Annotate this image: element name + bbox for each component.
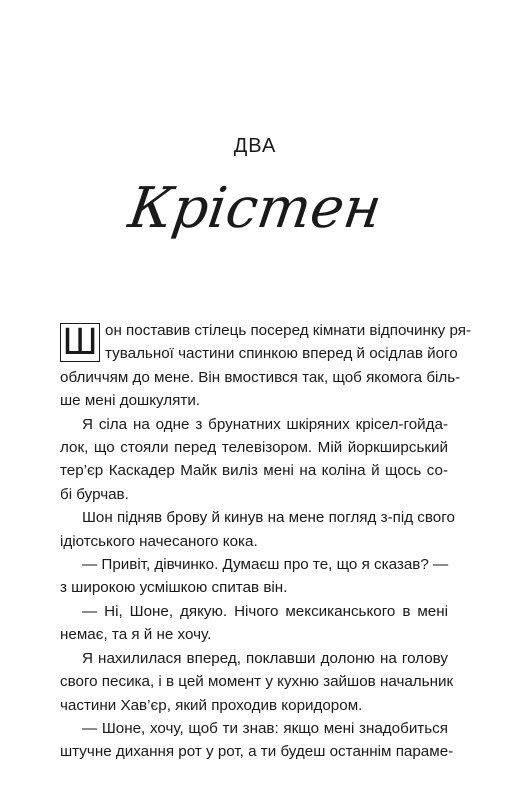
text-line: штучне дихання рот у рот, а ти будеш останнім параме- [60,743,454,761]
text-line: — Шоне, хочу, щоб ти знав: якщо мені знадобиться [82,719,448,737]
paragraph [60,600,448,647]
paragraph [60,647,454,717]
text-line: свого песика, і в цей момент у кухню зайшов начальник [60,673,454,691]
paragraph [60,413,448,507]
text-line: тер’єр Каскадер Майк виліз мені на коліна й щось со- [60,462,448,480]
text-line: бі бурчав. [60,485,129,503]
text-line: обличчям до мене. Він вмостився так, щоб якомога біль- [60,368,461,386]
text-line: Я нахилилася вперед, поклавши долоню на голову [82,649,448,667]
text-line: — Привіт, дівчинко. Думаєш про те, що я сказав? — [82,556,449,574]
text-line: з широкою усмішкою спитав він. [60,579,288,597]
chapter-number: ДВА [233,135,277,157]
text-line: он поставив стілець посеред кімнати відпочинку ря- [105,322,472,339]
paragraph [60,319,472,413]
text-line: ше мені дошкуляти. [60,392,201,410]
text-line: Я сіла на одне з брунатних шкіряних крісел-гойда- [82,415,448,433]
body-text [60,319,472,764]
text-line: Шон підняв брову й кинув на мене погляд з-під свого [82,509,455,527]
text-line: немає, та я й не хочу. [60,626,212,644]
drop-cap: Ш [60,323,100,362]
paragraph [60,506,455,553]
text-line: — Ні, Шоне, дякую. Нічого мексиканського в мені [82,602,448,620]
text-line: частини Хав’єр, який проходив коридором. [60,696,363,714]
text-line: лок, що стояли перед телевізором. Мій йоркширський [60,439,448,457]
chapter-title: Крістен [124,176,386,241]
text-line: ідіотського начесаного кока. [60,532,258,550]
text-line: тувальної частини спинкою вперед й осідлав його [105,345,458,363]
paragraph [60,553,448,600]
paragraph [60,717,454,764]
